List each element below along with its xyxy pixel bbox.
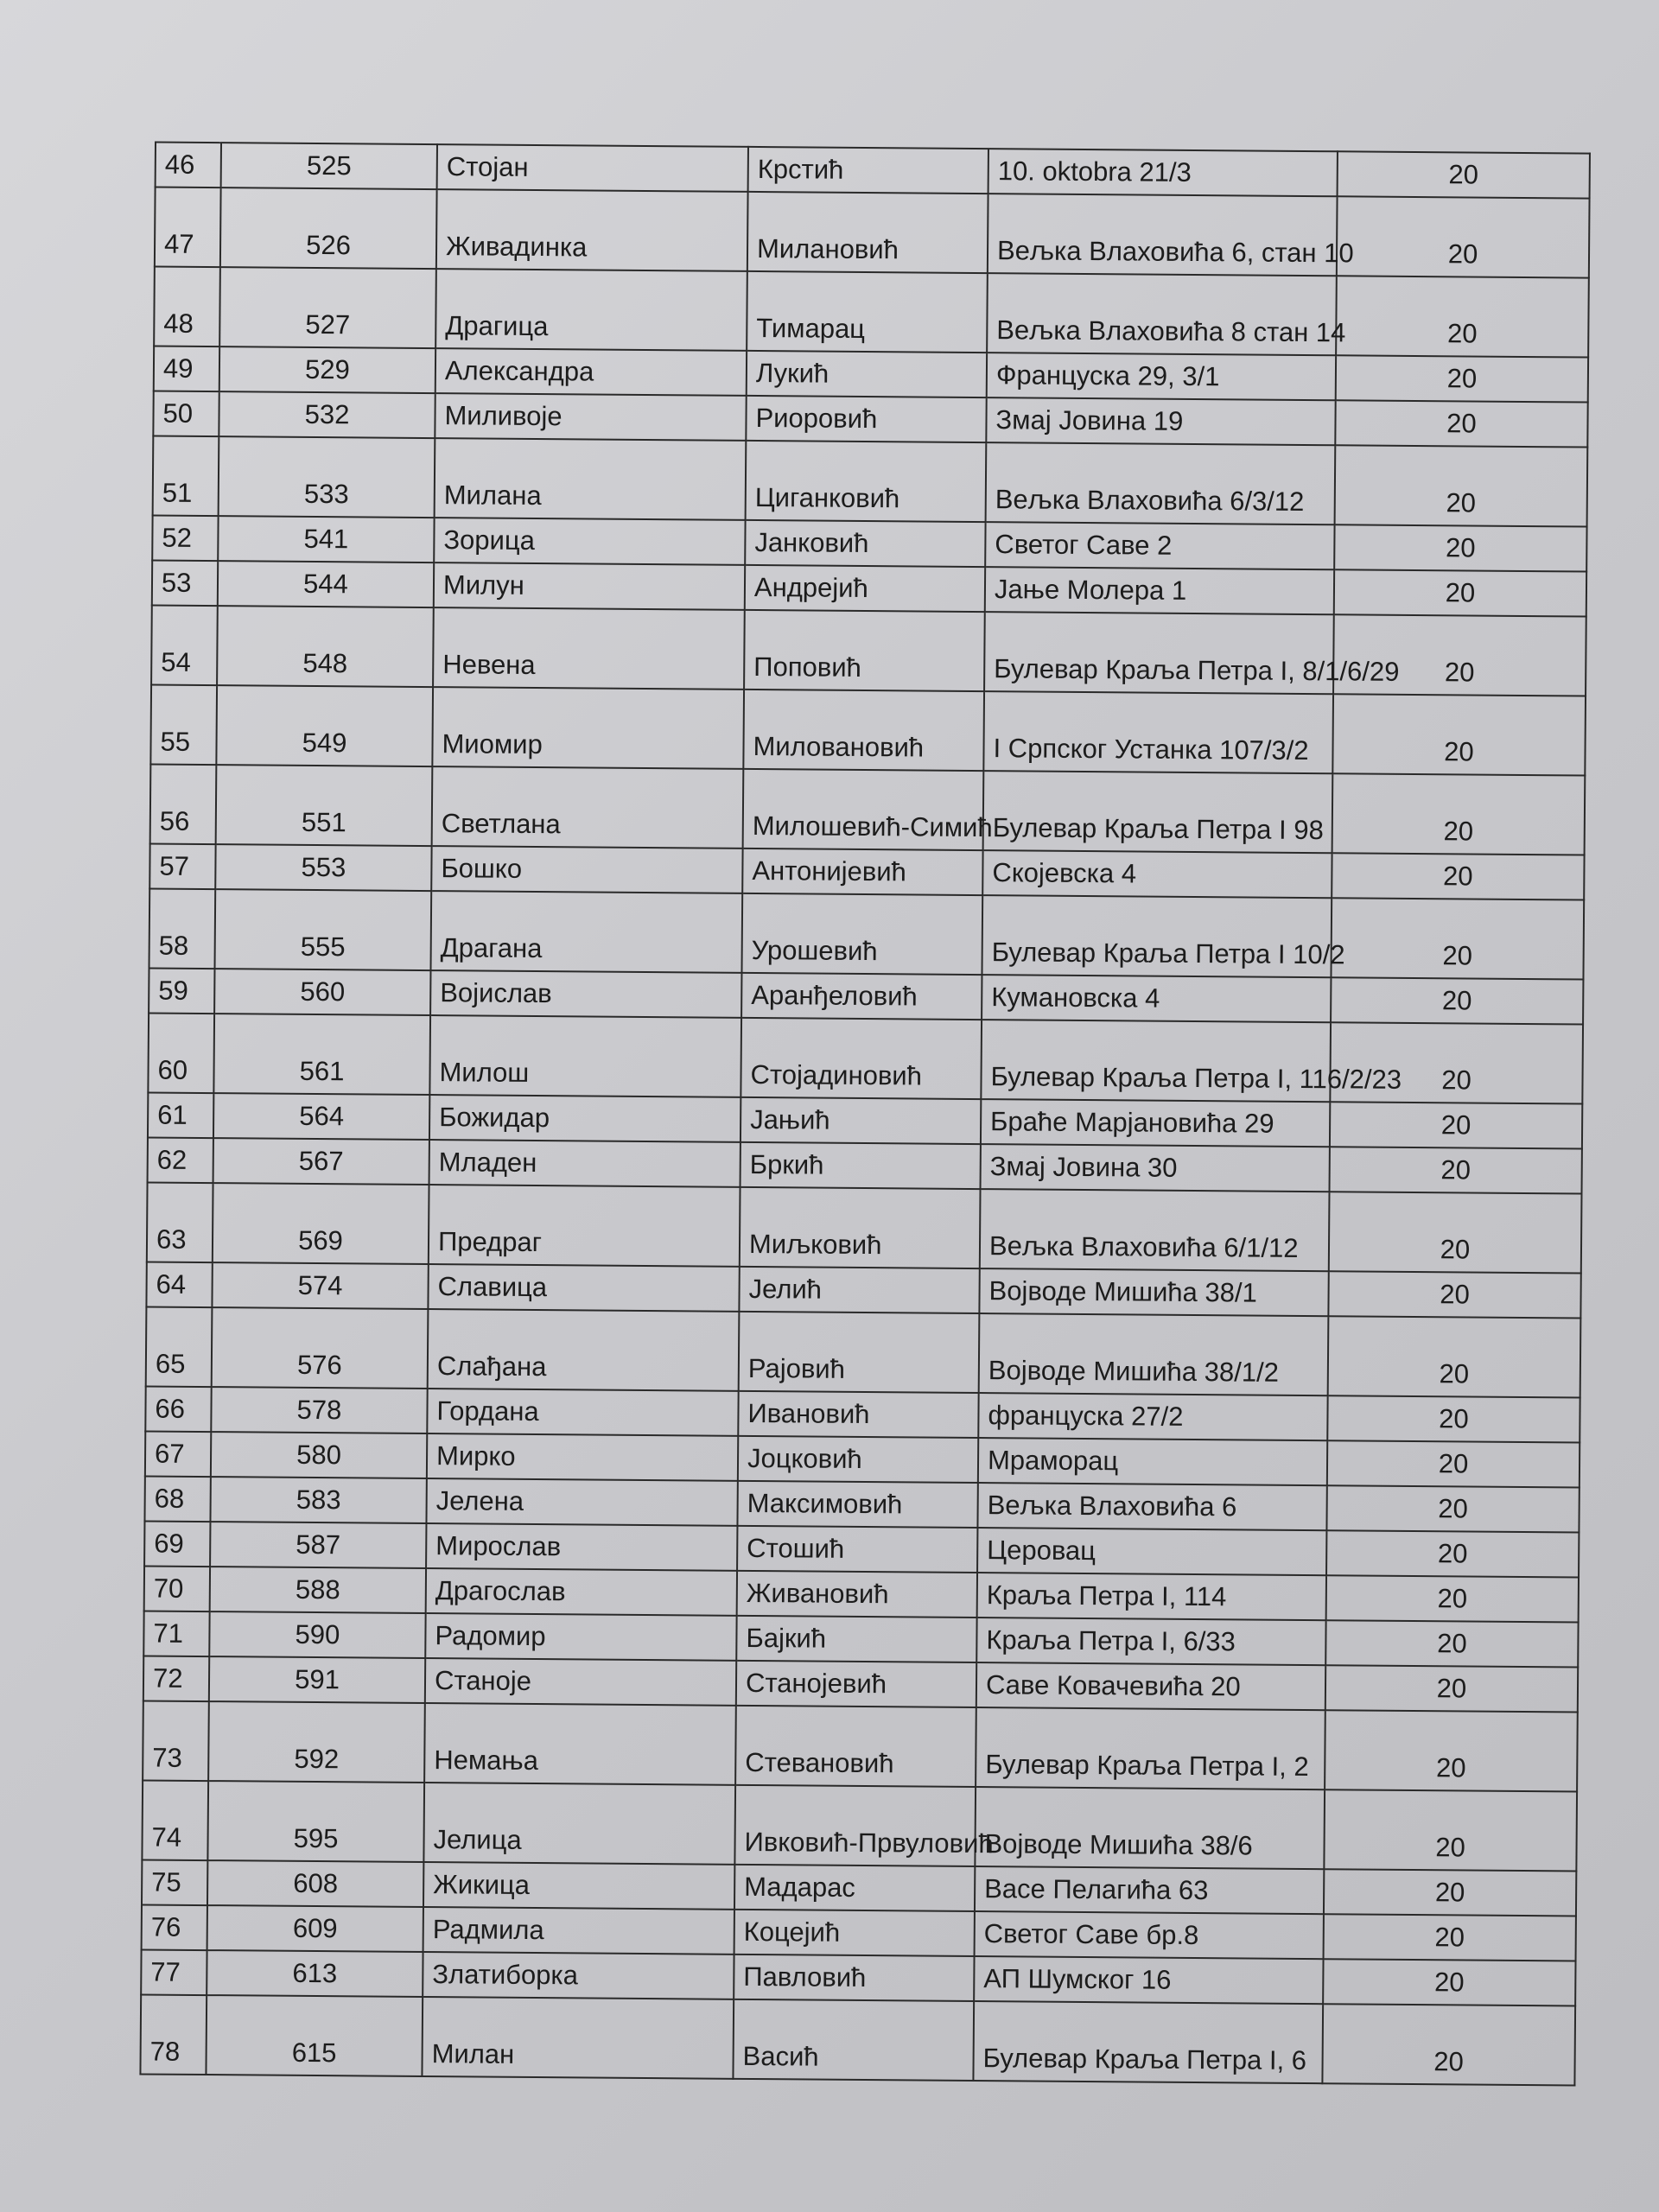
last-name-cell: Бајкић xyxy=(736,1616,976,1662)
row-number-cell: 46 xyxy=(156,143,221,188)
records-table xyxy=(139,142,1591,2087)
record-id-cell: 588 xyxy=(210,1567,426,1613)
last-name-cell: Лукић xyxy=(747,351,987,397)
amount-cell: 20 xyxy=(1326,1575,1579,1622)
amount-cell: 20 xyxy=(1330,1102,1582,1148)
row-number-cell: 55 xyxy=(150,685,217,766)
address-cell: Булевар Краља Петра I, 2 xyxy=(976,1707,1325,1789)
amount-cell: 20 xyxy=(1324,1869,1576,1916)
address-cell: 10. oktobra 21/3 xyxy=(988,149,1338,196)
record-id-cell: 561 xyxy=(213,1014,430,1095)
row-number-cell: 68 xyxy=(144,1476,210,1522)
address-cell: Браће Марјановића 29 xyxy=(981,1099,1330,1147)
last-name-cell: Станојевић xyxy=(736,1661,976,1707)
last-name-cell: Јелић xyxy=(739,1267,979,1313)
table-row xyxy=(150,765,1586,855)
table-row xyxy=(150,685,1586,776)
amount-cell: 20 xyxy=(1336,355,1588,402)
record-id-cell: 609 xyxy=(207,1905,423,1952)
document-page xyxy=(139,142,1589,2132)
first-name-cell: Радмила xyxy=(423,1907,734,1955)
last-name-cell: Миљковић xyxy=(740,1187,981,1268)
amount-cell: 20 xyxy=(1337,196,1590,277)
row-number-cell: 67 xyxy=(145,1431,211,1477)
address-cell: Војводе Мишића 38/1 xyxy=(979,1268,1328,1316)
record-id-cell: 574 xyxy=(212,1262,428,1309)
first-name-cell: Милун xyxy=(434,563,745,610)
amount-cell: 20 xyxy=(1332,853,1584,899)
table-row xyxy=(149,888,1585,979)
last-name-cell: Андрејић xyxy=(745,565,985,612)
last-name-cell: Ивановић xyxy=(738,1391,978,1438)
row-number-cell: 65 xyxy=(146,1306,213,1387)
first-name-cell: Немања xyxy=(424,1703,736,1785)
first-name-cell: Стојан xyxy=(437,144,748,192)
first-name-cell: Младен xyxy=(429,1140,741,1187)
record-id-cell: 527 xyxy=(219,267,436,348)
record-id-cell: 555 xyxy=(214,889,431,970)
row-number-cell: 62 xyxy=(148,1137,213,1183)
record-id-cell: 532 xyxy=(219,391,435,438)
first-name-cell: Златиборка xyxy=(423,1952,734,1999)
first-name-cell: Зорица xyxy=(434,518,745,565)
row-number-cell: 74 xyxy=(142,1780,208,1860)
record-id-cell: 578 xyxy=(211,1387,427,1433)
last-name-cell: Стојадиновић xyxy=(741,1018,982,1099)
amount-cell: 20 xyxy=(1328,1316,1581,1397)
address-cell: Кумановска 4 xyxy=(982,975,1331,1022)
last-name-cell: Поповић xyxy=(744,610,985,691)
last-name-cell: Миловановић xyxy=(743,690,984,771)
row-number-cell: 75 xyxy=(142,1859,207,1905)
record-id-cell: 533 xyxy=(219,436,435,518)
amount-cell: 20 xyxy=(1325,1710,1578,1791)
amount-cell: 20 xyxy=(1338,151,1590,198)
row-number-cell: 76 xyxy=(142,1904,207,1950)
first-name-cell: Жикица xyxy=(423,1862,734,1910)
amount-cell: 20 xyxy=(1331,898,1584,979)
row-number-cell: 53 xyxy=(152,561,218,607)
amount-cell: 20 xyxy=(1333,614,1586,696)
address-cell: Јање Молера 1 xyxy=(985,567,1334,614)
table-row xyxy=(143,1700,1578,1791)
amount-cell: 20 xyxy=(1324,1914,1576,1961)
table-row xyxy=(140,1994,1575,2085)
last-name-cell: Тимарац xyxy=(747,271,988,353)
first-name-cell: Милана xyxy=(435,438,747,520)
row-number-cell: 60 xyxy=(148,1013,214,1093)
record-id-cell: 583 xyxy=(210,1477,426,1523)
amount-cell: 20 xyxy=(1327,1440,1580,1487)
first-name-cell: Славица xyxy=(428,1264,739,1312)
last-name-cell: Циганковић xyxy=(746,441,987,522)
record-id-cell: 590 xyxy=(209,1611,425,1658)
row-number-cell: 51 xyxy=(153,436,219,517)
amount-cell: 20 xyxy=(1331,977,1583,1024)
first-name-cell: Александра xyxy=(435,348,747,396)
row-number-cell: 69 xyxy=(144,1521,210,1567)
amount-cell: 20 xyxy=(1330,1022,1583,1103)
amount-cell: 20 xyxy=(1325,1620,1578,1667)
amount-cell: 20 xyxy=(1332,694,1586,775)
amount-cell: 20 xyxy=(1322,2004,1575,2085)
first-name-cell: Невена xyxy=(433,607,745,690)
first-name-cell: Бошко xyxy=(431,846,742,893)
first-name-cell: Радомир xyxy=(425,1613,736,1661)
row-number-cell: 54 xyxy=(151,606,218,686)
row-number-cell: 56 xyxy=(150,765,217,845)
row-number-cell: 58 xyxy=(149,888,216,969)
record-id-cell: 608 xyxy=(207,1860,423,1907)
address-cell: Саве Ковачевића 20 xyxy=(976,1662,1325,1710)
amount-cell: 20 xyxy=(1324,1789,1577,1871)
amount-cell: 20 xyxy=(1326,1485,1579,1532)
address-cell: Церовац xyxy=(977,1528,1326,1575)
address-cell: Булевар Краља Петра I, 116/2/23 xyxy=(981,1020,1331,1102)
row-number-cell: 59 xyxy=(149,968,214,1014)
record-id-cell: 529 xyxy=(219,346,435,393)
table-row xyxy=(147,1182,1582,1273)
row-number-cell: 61 xyxy=(148,1092,213,1138)
first-name-cell: Драгана xyxy=(430,891,742,973)
address-cell: Светог Саве бр.8 xyxy=(975,1911,1324,1959)
first-name-cell: Гордана xyxy=(427,1389,738,1436)
amount-cell: 20 xyxy=(1330,1147,1582,1193)
record-id-cell: 613 xyxy=(207,1950,423,1997)
first-name-cell: Јелица xyxy=(423,1783,735,1865)
table-row xyxy=(146,1306,1581,1397)
row-number-cell: 78 xyxy=(140,1994,207,2075)
last-name-cell: Јоцковић xyxy=(738,1436,978,1483)
row-number-cell: 66 xyxy=(145,1386,211,1432)
first-name-cell: Милан xyxy=(422,1997,734,2079)
address-cell: Француска 29, 3/1 xyxy=(987,353,1336,400)
last-name-cell: Павловић xyxy=(734,1955,974,2001)
row-number-cell: 73 xyxy=(143,1700,209,1781)
last-name-cell: Мадарас xyxy=(734,1865,975,1911)
record-id-cell: 580 xyxy=(211,1432,427,1478)
address-cell: Војводе Мишића 38/6 xyxy=(975,1787,1325,1869)
first-name-cell: Божидар xyxy=(429,1095,741,1142)
table-row xyxy=(142,1780,1577,1871)
table-row xyxy=(148,1013,1583,1103)
first-name-cell: Драгица xyxy=(435,269,747,351)
amount-cell: 20 xyxy=(1336,276,1589,357)
row-number-cell: 47 xyxy=(155,188,221,268)
last-name-cell: Аранђеловић xyxy=(741,973,982,1020)
table-row xyxy=(154,267,1589,358)
last-name-cell: Максимовић xyxy=(737,1481,977,1528)
last-name-cell: Васић xyxy=(733,1999,974,2081)
last-name-cell: Стошић xyxy=(737,1526,977,1573)
row-number-cell: 72 xyxy=(143,1656,209,1701)
first-name-cell: Миомир xyxy=(432,687,744,769)
record-id-cell: 548 xyxy=(217,606,434,687)
last-name-cell: Антонијевић xyxy=(742,849,982,895)
row-number-cell: 70 xyxy=(144,1566,210,1611)
row-number-cell: 52 xyxy=(152,516,218,562)
last-name-cell: Урошевић xyxy=(741,893,982,975)
table-row xyxy=(153,436,1588,527)
first-name-cell: Војислав xyxy=(430,970,741,1018)
amount-cell: 20 xyxy=(1323,1959,1575,2005)
address-cell: Вељка Влаховића 6 xyxy=(977,1483,1326,1530)
record-id-cell: 526 xyxy=(220,188,437,269)
last-name-cell: Живановић xyxy=(737,1571,977,1618)
address-cell: Светог Саве 2 xyxy=(985,522,1334,569)
address-cell: Васе Пелагића 63 xyxy=(975,1866,1324,1914)
record-id-cell: 560 xyxy=(214,969,430,1015)
address-cell: Булевар Краља Петра I 10/2 xyxy=(982,895,1332,977)
first-name-cell: Миливоје xyxy=(435,393,746,441)
first-name-cell: Предраг xyxy=(429,1185,741,1267)
record-id-cell: 553 xyxy=(215,844,431,891)
record-id-cell: 615 xyxy=(206,1995,423,2076)
amount-cell: 20 xyxy=(1325,1665,1578,1712)
record-id-cell: 564 xyxy=(213,1093,429,1140)
row-number-cell: 71 xyxy=(143,1611,209,1656)
address-cell: Булевар Краља Петра I 98 xyxy=(983,771,1333,853)
row-number-cell: 64 xyxy=(146,1262,212,1307)
record-id-cell: 569 xyxy=(213,1183,429,1264)
record-id-cell: 549 xyxy=(216,685,433,766)
address-cell: Скојевска 4 xyxy=(982,850,1332,898)
last-name-cell: Коцејић xyxy=(734,1910,975,1956)
first-name-cell: Милош xyxy=(429,1015,741,1097)
amount-cell: 20 xyxy=(1334,524,1586,571)
address-cell: Вељка Влаховића 6, стан 10 xyxy=(988,194,1338,276)
record-id-cell: 567 xyxy=(213,1138,429,1185)
row-number-cell: 50 xyxy=(153,391,219,437)
last-name-cell: Милановић xyxy=(747,192,988,273)
amount-cell: 20 xyxy=(1327,1395,1580,1442)
record-id-cell: 595 xyxy=(207,1781,424,1862)
record-id-cell: 541 xyxy=(218,516,434,563)
table-row xyxy=(155,188,1590,278)
last-name-cell: Бркић xyxy=(741,1142,981,1189)
address-cell: Краља Петра I, 114 xyxy=(977,1573,1326,1620)
address-cell: I Српског Устанка 107/3/2 xyxy=(983,691,1333,773)
last-name-cell: Ивковић-Првуловић xyxy=(734,1785,976,1866)
last-name-cell: Милошевић-Симић xyxy=(743,769,984,850)
amount-cell: 20 xyxy=(1334,569,1586,616)
last-name-cell: Стевановић xyxy=(735,1706,976,1787)
first-name-cell: Мирослав xyxy=(426,1523,737,1571)
first-name-cell: Светлана xyxy=(432,766,744,849)
record-id-cell: 591 xyxy=(209,1656,425,1703)
row-number-cell: 48 xyxy=(154,267,220,347)
last-name-cell: Рајовић xyxy=(739,1312,980,1393)
amount-cell: 20 xyxy=(1328,1271,1580,1318)
last-name-cell: Јанковић xyxy=(745,520,985,567)
address-cell: Змај Јовина 30 xyxy=(981,1144,1330,1192)
first-name-cell: Драгослав xyxy=(426,1568,737,1616)
first-name-cell: Мирко xyxy=(427,1433,738,1481)
record-id-cell: 551 xyxy=(216,765,433,846)
address-cell: Змај Јовина 19 xyxy=(986,397,1335,445)
row-number-cell: 77 xyxy=(141,1949,207,1995)
record-id-cell: 525 xyxy=(221,143,437,189)
amount-cell: 20 xyxy=(1326,1530,1579,1577)
address-cell: Мраморац xyxy=(978,1438,1327,1485)
last-name-cell: Крстић xyxy=(748,147,988,194)
table-row xyxy=(151,606,1586,696)
last-name-cell: Риоровић xyxy=(746,396,986,442)
first-name-cell: Станоје xyxy=(425,1658,736,1706)
record-id-cell: 587 xyxy=(210,1522,426,1568)
amount-cell: 20 xyxy=(1335,445,1588,526)
address-cell: АП Шумског 16 xyxy=(974,1956,1323,2004)
address-cell: Булевар Краља Петра I, 6 xyxy=(973,2001,1323,2083)
record-id-cell: 592 xyxy=(208,1701,425,1783)
address-cell: Вељка Влаховића 8 стан 14 xyxy=(987,273,1337,355)
first-name-cell: Слађана xyxy=(428,1309,740,1391)
address-cell: Војводе Мишића 38/1/2 xyxy=(979,1313,1329,1395)
address-cell: француска 27/2 xyxy=(978,1393,1327,1440)
address-cell: Вељка Влаховића 6/3/12 xyxy=(986,442,1336,524)
records-table-body xyxy=(140,143,1590,2086)
address-cell: Булевар Краља Петра I, 8/1/6/29 xyxy=(984,612,1334,694)
amount-cell: 20 xyxy=(1332,773,1586,855)
amount-cell: 20 xyxy=(1329,1192,1582,1273)
address-cell: Вељка Влаховића 6/1/12 xyxy=(980,1189,1330,1271)
first-name-cell: Живадинка xyxy=(436,189,748,271)
address-cell: Краља Петра I, 6/33 xyxy=(976,1618,1325,1665)
first-name-cell: Јелена xyxy=(426,1478,737,1526)
record-id-cell: 544 xyxy=(218,561,434,607)
last-name-cell: Јањић xyxy=(741,1097,981,1144)
row-number-cell: 57 xyxy=(149,843,215,889)
row-number-cell: 49 xyxy=(154,346,219,392)
amount-cell: 20 xyxy=(1335,400,1587,447)
row-number-cell: 63 xyxy=(147,1182,213,1262)
record-id-cell: 576 xyxy=(212,1307,429,1389)
